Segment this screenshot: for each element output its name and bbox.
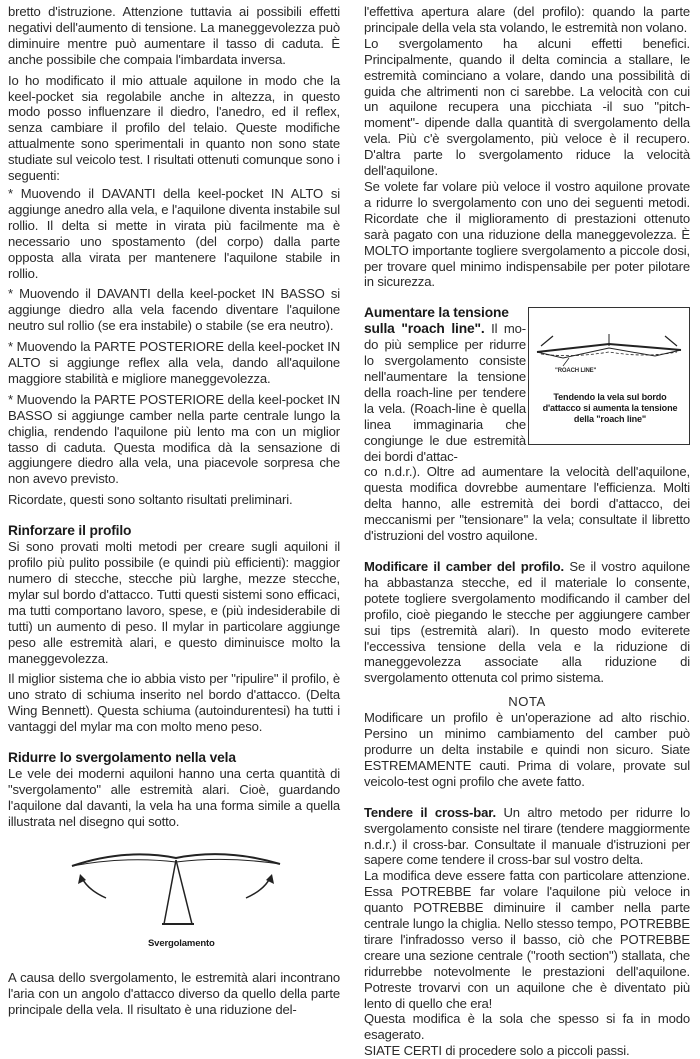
paragraph: A causa dello svergolamento, le estremità alari incontrano l'aria con un angolo d'attacco diverso da quello della parte principale della vela. Il risultato è una riduzione del- [8,969,340,1017]
paragraph: Ricordate, questi sono soltanto risultati preliminari. [8,492,293,508]
inline-text: Un altro metodo per ridurre lo svergolamento consiste nel tirare (tendere maggiormente n.d.r.) il cross-bar. Consultate il manuale d'istruzioni per sapere come tendere il cross-bar sul vostro delta. [364,804,690,868]
crossbar-paragraph [364,805,690,869]
section-heading: Tendere il cross-bar. [364,804,496,820]
paragraph: Questa modifica è la sola che spesso si fa in modo esagerato. [364,1011,690,1043]
paragraph: La modifica deve essere fatta con particolare attenzione. Essa POTREBBE far volare l'aquilone più veloce in quanto POTREBBE diminuire il camber nella parte centrale lungo la chiglia. Nello stesso tempo, POTREBBE tirare l'infradosso verso il basso, ciò che POTREBBE creare una sezione centrale ("rooth section") stallata, che ridurrebbe notevolmente le prestazioni dell'aquilone. Potreste trovarvi con un aquilone che è diventato più lento di quello che era! [364,868,690,1011]
roach-line-label: "ROACH LINE" [555,368,597,375]
kite-front-view-drawing [66,838,286,938]
roach-line-figure [528,307,690,445]
paragraph: Il miglior sistema che io abbia visto per "ripulire" il profilo, è uno strato di schiuma inserito nel bordo d'attacco. (Delta Wing Bennett). Questa schiuma (autoindurentesi) ha tutti i vantaggi del mylar ma con molto meno peso. [8,671,340,735]
paragraph: Io ho modificato il mio attuale aquilone in modo che la keel-pocket sia regolabile anche in altezza, in questo modo posso influenzare il diedro, l'anedro, ed il reflex, senza cambiare il profilo del telaio. Queste modifiche attualmente sono sperimentali in quanto non sono state studiate sul veicolo test. I risultati ottenuti comunque sono i seguenti: [8,72,340,184]
paragraph: * Muovendo il DAVANTI della keel-pocket IN BASSO si aggiunge diedro alla vela facendo diventare l'aquilone neutro sul rollio (se era instabile) o stabile (se era neutro). [8,286,340,334]
paragraph: * Muovendo la PARTE POSTERIORE della keel-pocket IN ALTO si aggiunge reflex alla vela, dando all'aquilone maggiore stabilità e migliore maneggevolezza. [8,339,340,386]
right-column [364,4,690,1059]
svergolamento-figure [8,836,340,964]
roach-line-section [364,305,690,544]
paragraph: SIATE CERTI di procedere solo a piccoli passi. [364,1043,630,1059]
note-title: NOTA [508,694,546,710]
paragraph: * Muovendo il DAVANTI della keel-pocket IN ALTO si aggiunge anedro alla vela, e l'aquilone diventa instabile sul rollio. Il delta si mette in virata più facilmente ma è necessario uno spostamento (del corpo) dalla parte opposta alla virata per mantenere l'aquilone stabile in rollio. [8,185,340,281]
paragraph: Le vele dei moderni aquiloni hanno una certa quantità di "svergolamento" alle estremità alari. Cioè, guardando l'aquilone dal davanti, la vela ha una forma simile a quella illustrata nel disegno qui sotto. [8,766,340,829]
section-heading: Modificare il camber del profilo. [364,559,564,574]
camber-paragraph [364,559,690,686]
kite-roach-line-drawing [533,314,685,394]
paragraph: do più semplice per ridurre lo svergolamento consiste nell'aumentare la tensione della roach-line per tendere la vela. (Roach-line è quella linea immaginaria che congiunge le due estremità dei bordi d'attac- [364,337,526,464]
inline-text: Se il vostro aquilone ha abbastanza stecche, ed il materiale lo consente, potete togliere svergolamento modificando il camber del profilo, cioè piegando le stecche per aggiungere camber sui tips (estremità alari). In questo modo eviterete l'eccessiva tensione della vela e la riduzione di maneggevolezza associate alla riduzione di svergolamento ottenuta col primo sistema. [364,559,690,686]
figure-caption: Tendendo la vela sul bordo d'attacco si aumenta la tensione della "roach line" [542,392,678,425]
note-paragraph: Modificare un profilo è un'operazione ad alto rischio. Persino un minimo cambiamento del camber può produrre un delta instabile e quindi non sicuro. Siate ESTREMAMENTE cauti. Prima di volare, provate sul veicolo-test ogni profilo che avete fatto. [364,710,690,789]
left-column [8,4,340,1022]
section-heading: Rinforzare il profilo [8,523,132,539]
roach-narrow-text [364,321,526,464]
inline-text: Il mo- [484,321,526,337]
section-heading: Aumentare la tensione [364,305,509,321]
paragraph: Se volete far volare più veloce il vostro aquilone provate a ridurre lo svergolamento con uno dei seguenti metodi. Ricordate che il miglioramento di prestazioni ottenuto sarà pagato con una riduzione della maneggevolezza. È MOLTO importante togliere svergolamento a piccole dosi, per trovare quel minimo indispensabile per poter pilotare in sicurezza. [364,178,690,290]
paragraph: Lo svergolamento ha alcuni effetti benefici. Principalmente, quando il delta comincia a stallare, le estremità cominciano a volare, dando una possibilità di guida che altrimenti non ci sarebbe. La velocità con cui un aquilone recupera una picchiata -il suo "pitch-moment"- dipende dalla quantità di svergolamento della vela. Più c'è svergolamento, più veloce è il recupero. D'altra parte lo svergolamento riduce la velocità dell'aquilone. [364,35,690,179]
paragraph: l'effettiva apertura alare (del profilo): quando la parte principale della vela sta volando, le estremità non volano. [364,4,690,35]
section-heading-continued: sulla "roach line". [364,321,485,337]
figure-caption: Svergolamento [148,937,215,949]
paragraph: * Muovendo la PARTE POSTERIORE della keel-pocket IN BASSO si aggiunge camber nella parte centrale lungo la chiglia, rendendo l'aquilone più lento ma con un miglior tasso di caduta. Questa modifica dà la sensazione di aggiungere diedro alla vela, una piacevole sorpresa che non avevo previsto. [8,391,340,487]
paragraph: co n.d.r.). Oltre ad aumentare la velocità dell'aquilone, questa modifica dovrebbe aumentare l'efficienza. Molti delta hanno, alle estremità dei bordi d'attacco, dei meccanismi per "tensionare" la vela; consultate il libretto d'istruzioni del vostro aquilone. [364,464,690,544]
paragraph: bretto d'istruzione. Attenzione tuttavia ai possibili effetti negativi dell'aumento di tensione. La maneggevolezza può diminuire mentre può aumentare il tasso di caduta. È anche possibile che compaia l'imbardata inversa. [8,4,340,67]
paragraph: Si sono provati molti metodi per creare sugli aquiloni il profilo più pulito possibile (e quindi più efficienti): maggior numero di stecche, stecche più larghe, mezze stecche, mylar sul bordo d'attacco. Tutti questi sistemi sono efficaci, ma tutti comportano lavoro, spese, e (più indesiderabile di tutti) un aumento di peso. Il mylar in particolare aggiunge peso alle estremità alari, e questo diminuisce molto la maneggevolezza. [8,539,340,666]
section-heading: Ridurre lo svergolamento nella vela [8,750,236,766]
